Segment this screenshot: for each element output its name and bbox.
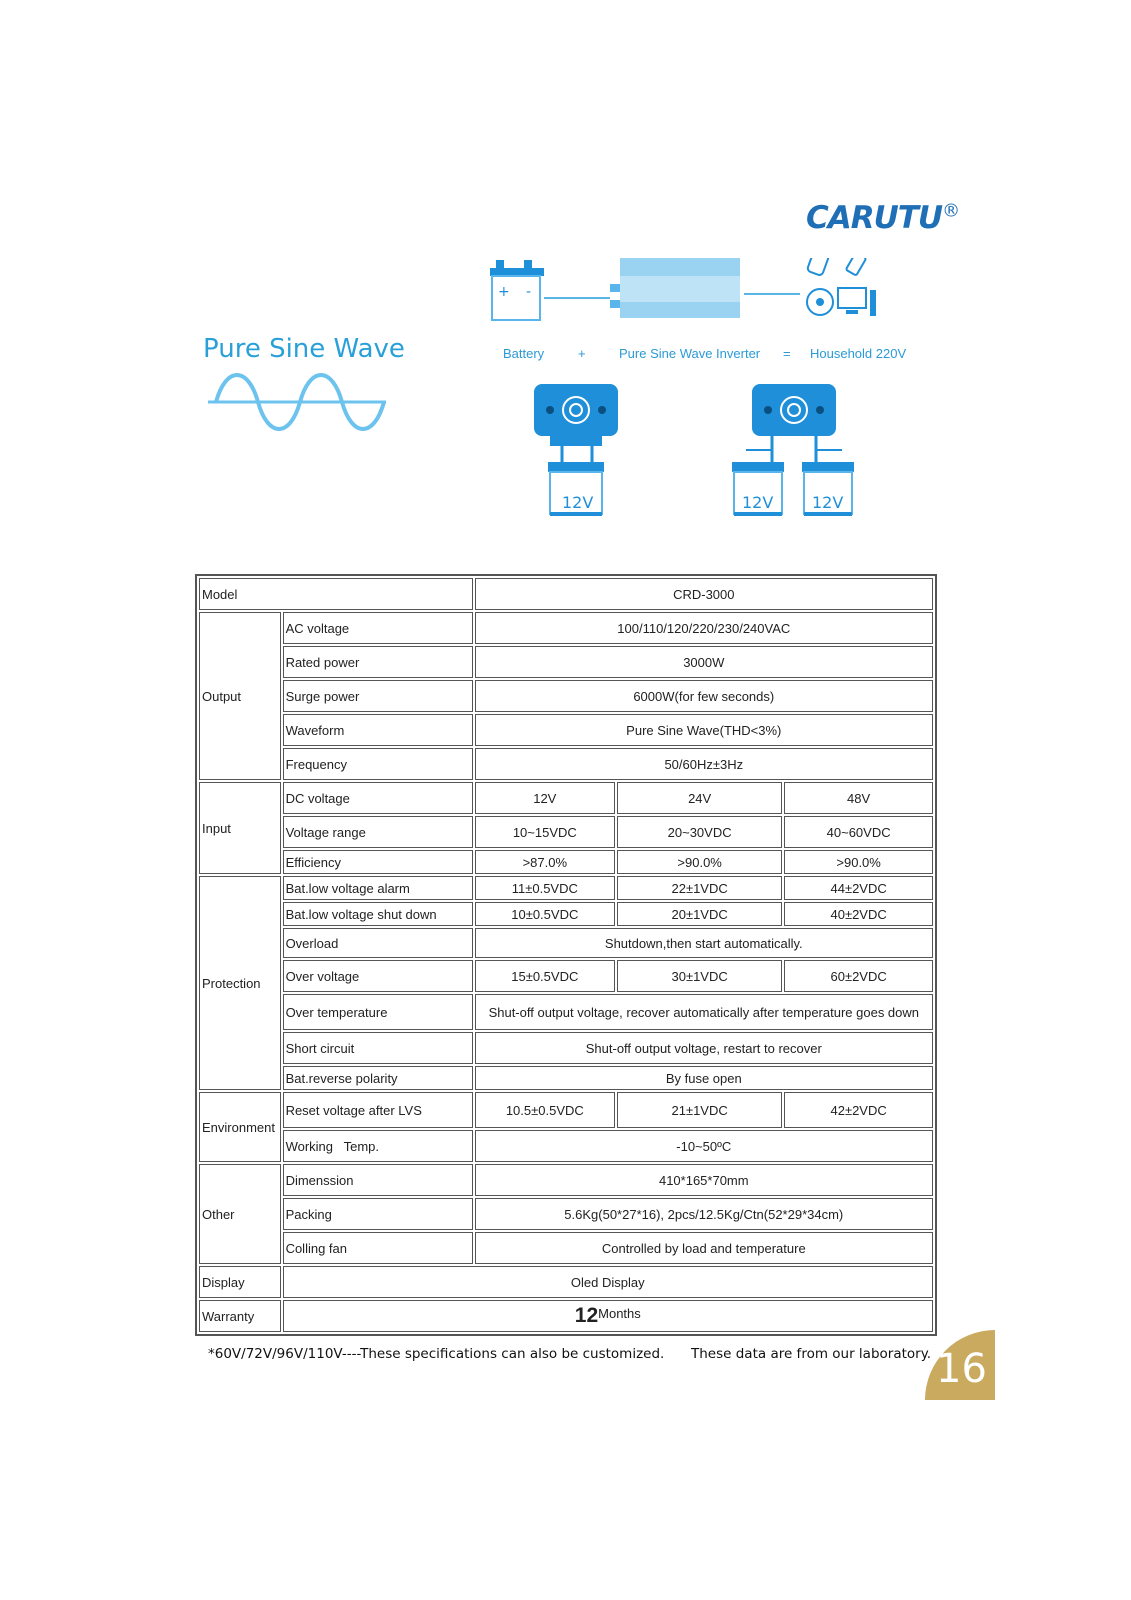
spec-value: 100/110/120/220/230/240VAC xyxy=(475,612,933,644)
table-row xyxy=(199,714,933,746)
appliances-icon xyxy=(807,258,876,316)
spec-label: Rated power xyxy=(283,646,473,678)
spec-label: Short circuit xyxy=(283,1032,473,1064)
display-value: Oled Display xyxy=(283,1266,933,1298)
spec-label: Efficiency xyxy=(283,850,473,874)
spec-value: >90.0% xyxy=(784,850,933,874)
spec-value: By fuse open xyxy=(475,1066,933,1090)
flow-equals-label: = xyxy=(783,346,791,361)
spec-label: Over voltage xyxy=(283,960,473,992)
battery-voltage-label: 12V xyxy=(742,493,774,512)
table-row xyxy=(199,578,933,610)
spec-value: 48V xyxy=(784,782,933,814)
customization-note: *60V/72V/96V/110V----These specifications can also be customized. xyxy=(208,1346,665,1362)
spec-value: Shut-off output voltage, restart to recover xyxy=(475,1032,933,1064)
table-row xyxy=(199,1032,933,1064)
spec-value: 10~15VDC xyxy=(475,816,615,848)
page-number: 16 xyxy=(936,1346,987,1392)
table-row xyxy=(199,1198,933,1230)
table-row xyxy=(199,1266,933,1298)
warranty-label: Warranty xyxy=(199,1300,281,1332)
table-row xyxy=(199,748,933,780)
spec-value: 50/60Hz±3Hz xyxy=(475,748,933,780)
spec-label: DC voltage xyxy=(283,782,473,814)
spec-label: Packing xyxy=(283,1198,473,1230)
warranty-number: 12 xyxy=(574,1304,599,1327)
svg-text:+: + xyxy=(498,284,510,300)
table-row xyxy=(199,782,933,814)
spec-value: 44±2VDC xyxy=(784,876,933,900)
spec-label: AC voltage xyxy=(283,612,473,644)
spec-value: 11±0.5VDC xyxy=(475,876,615,900)
spec-value: 20±1VDC xyxy=(617,902,782,926)
battery-voltage-label: 12V xyxy=(562,493,594,512)
spec-label: Bat.low voltage alarm xyxy=(283,876,473,900)
table-row xyxy=(199,928,933,958)
svg-text:-: - xyxy=(526,284,532,300)
spec-label: Reset voltage after LVS xyxy=(283,1092,473,1128)
spec-value: >87.0% xyxy=(475,850,615,874)
spec-value: 22±1VDC xyxy=(617,876,782,900)
spec-label: Overload xyxy=(283,928,473,958)
spec-value: 15±0.5VDC xyxy=(475,960,615,992)
spec-label: Colling fan xyxy=(283,1232,473,1264)
spec-value: 12V xyxy=(475,782,615,814)
spec-label: Voltage range xyxy=(283,816,473,848)
sine-wave-icon xyxy=(208,372,386,434)
spec-value: 30±1VDC xyxy=(617,960,782,992)
spec-label: Working Temp. xyxy=(283,1130,473,1162)
table-row xyxy=(199,1066,933,1090)
spec-value: 3000W xyxy=(475,646,933,678)
spec-value: 6000W(for few seconds) xyxy=(475,680,933,712)
spec-value: 60±2VDC xyxy=(784,960,933,992)
protection-group-label: Protection xyxy=(199,876,281,1090)
spec-value: -10~50ºC xyxy=(475,1130,933,1162)
table-row xyxy=(199,1300,933,1332)
spec-value: 10±0.5VDC xyxy=(475,902,615,926)
spec-label: Over temperature xyxy=(283,994,473,1030)
model-value: CRD-3000 xyxy=(475,578,933,610)
inverter-icon xyxy=(610,258,740,318)
spec-value: 410*165*70mm xyxy=(475,1164,933,1196)
spec-label: Waveform xyxy=(283,714,473,746)
warranty-unit: Months xyxy=(598,1306,641,1321)
input-group-label: Input xyxy=(199,782,281,874)
table-row xyxy=(199,1092,933,1128)
table-row xyxy=(199,646,933,678)
table-row xyxy=(199,612,933,644)
warranty-value xyxy=(283,1300,933,1332)
spec-label: Bat.reverse polarity xyxy=(283,1066,473,1090)
spec-value: Shutdown,then start automatically. xyxy=(475,928,933,958)
table-row xyxy=(199,816,933,848)
spec-value: 40±2VDC xyxy=(784,902,933,926)
brand-name: CARUTU xyxy=(806,200,943,236)
table-row xyxy=(199,994,933,1030)
spec-value: Pure Sine Wave(THD<3%) xyxy=(475,714,933,746)
spec-value: 20~30VDC xyxy=(617,816,782,848)
battery-voltage-label: 12V xyxy=(812,493,844,512)
flow-plus-label: + xyxy=(578,346,586,361)
table-row xyxy=(199,680,933,712)
model-label: Model xyxy=(199,578,473,610)
display-label: Display xyxy=(199,1266,281,1298)
laboratory-note: These data are from our laboratory. xyxy=(691,1346,932,1362)
table-row xyxy=(199,1130,933,1162)
registered-mark: ® xyxy=(942,200,960,222)
brand-logo xyxy=(806,200,959,236)
spec-value: 24V xyxy=(617,782,782,814)
wiring-diagram xyxy=(490,258,900,538)
battery-icon xyxy=(490,260,544,320)
table-row xyxy=(199,902,933,926)
spec-label: Dimenssion xyxy=(283,1164,473,1196)
spec-value: Controlled by load and temperature xyxy=(475,1232,933,1264)
table-row xyxy=(199,850,933,874)
spec-value: >90.0% xyxy=(617,850,782,874)
spec-value: Shut-off output voltage, recover automatically after temperature goes down xyxy=(475,994,933,1030)
spec-label: Bat.low voltage shut down xyxy=(283,902,473,926)
spec-value: 42±2VDC xyxy=(784,1092,933,1128)
table-row xyxy=(199,1164,933,1196)
spec-value: 40~60VDC xyxy=(784,816,933,848)
spec-value: 10.5±0.5VDC xyxy=(475,1092,615,1128)
output-group-label: Output xyxy=(199,612,281,780)
spec-value: 5.6Kg(50*27*16), 2pcs/12.5Kg/Ctn(52*29*34cm) xyxy=(475,1198,933,1230)
spec-value: 21±1VDC xyxy=(617,1092,782,1128)
table-row xyxy=(199,876,933,900)
spec-table xyxy=(195,574,937,1336)
spec-label: Frequency xyxy=(283,748,473,780)
flow-household-label: Household 220V xyxy=(810,346,907,361)
flow-inverter-label: Pure Sine Wave Inverter xyxy=(619,346,761,361)
pure-sine-wave-title: Pure Sine Wave xyxy=(203,334,405,364)
environment-group-label: Environment xyxy=(199,1092,281,1162)
spec-label: Surge power xyxy=(283,680,473,712)
other-group-label: Other xyxy=(199,1164,281,1264)
table-row xyxy=(199,1232,933,1264)
table-row xyxy=(199,960,933,992)
flow-battery-label: Battery xyxy=(503,346,545,361)
